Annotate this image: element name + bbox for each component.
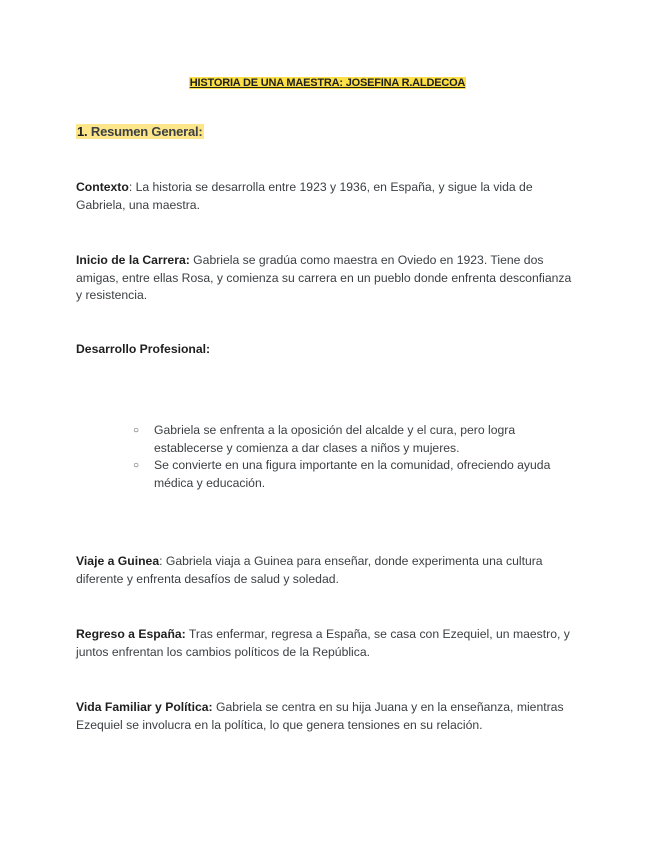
paragraph-label: Contexto [76,180,129,194]
section-heading [76,124,204,139]
document-title [0,77,655,89]
paragraph-text: Tras enfermar, regresa a España, se casa con Ezequiel, un maestro, y juntos enfrentan los cambios políticos de la República. [76,627,570,659]
paragraph-label: Desarrollo Profesional: [76,342,211,356]
paragraph-vida [76,699,576,734]
paragraph-text: Gabriela se centra en su hija Juana y en la enseñanza, mientras Ezequiel se involucra en la política, lo que genera tensiones en su relación. [76,700,564,732]
paragraph-text: : Gabriela viaja a Guinea para enseñar, donde experimenta una cultura diferente y enfrenta desafíos de salud y soledad. [76,554,543,586]
paragraph-label: Viaje a Guinea [76,554,160,568]
paragraph-text: : La historia se desarrolla entre 1923 y 1936, en España, y sigue la vida de Gabriela, una maestra. [76,180,533,212]
paragraph-contexto [76,179,576,214]
paragraph-inicio [76,252,576,305]
paragraph-desarrollo [76,341,576,359]
paragraph-label: Regreso a España: [76,627,186,641]
paragraph-guinea [76,553,576,588]
bullet-list [130,422,580,492]
paragraph-regreso [76,626,576,661]
paragraph-label: Vida Familiar y Política: [76,700,213,714]
document-title-text: HISTORIA DE UNA MAESTRA: JOSEFINA R.ALDECOA [189,77,466,89]
section-number: 1. [77,124,88,139]
bullet-item: ○ Se convierte en una figura importante en la comunidad, ofreciendo ayuda médica y educación. [130,457,580,492]
paragraph-label: Inicio de la Carrera: [76,253,190,267]
bullet-item: ○ Gabriela se enfrenta a la oposición del alcalde y el cura, pero logra establecerse y comienza a dar clases a niños y mujeres. [130,422,580,457]
section-heading-text: Resumen General: [90,124,203,139]
paragraph-text: Gabriela se gradúa como maestra en Oviedo en 1923. Tiene dos amigas, entre ellas Rosa, y comienza su carrera en un pueblo donde enfrenta desconfianza y resistencia. [76,253,572,302]
